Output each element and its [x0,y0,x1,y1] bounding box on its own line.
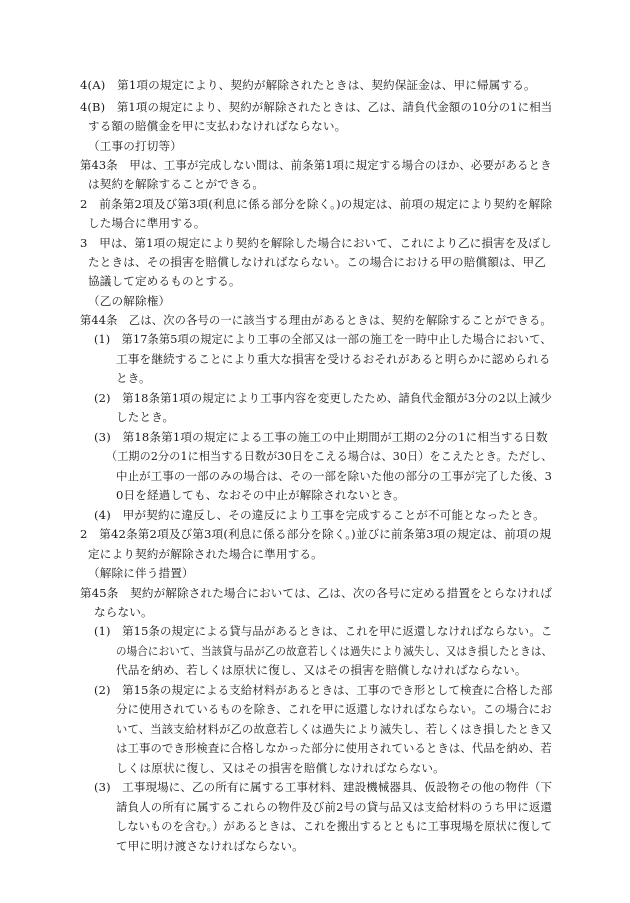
text-line: は契約を解除することができる。 [88,177,265,191]
text-line: 4(B) 第1項の規定により、契約が解除されたときは、乙は、請負代金額の10分の1に相当 [80,100,553,114]
text-line: とき。 [116,371,151,385]
text-line: (3) 工事現場に、乙の所有に属する工事材料、建設機械器具、仮設物その他の物件（下 [94,780,553,794]
text-line: 第43条 甲は、工事が完成しない間は、前条第1項に規定する場合のほか、必要があるとき [80,158,552,172]
text-line: 分に使用されているものを除き、これを甲に返還しなければならない。この場合にお [116,702,552,716]
text-line: した場合に準用する。 [88,216,206,230]
text-line: 請負人の所有に属するこれらの物件及び前2号の貸与品又は支給材料のうち甲に返還 [116,800,553,814]
text-line: は工事のでき形検査に合格しなかった部分に使用されているときは、代品を納め、若 [116,741,552,755]
text-line: (2) 第15条の規定による支給材料があるときは、工事のでき形として検査に合格した部 [94,683,553,697]
text-line: (1) 第15条の規定による貸与品があるときは、これを甲に返還しなければならない。こ [94,624,553,638]
text-line: 第44条 乙は、次の各号の一に該当する理由があるときは、契約を解除することができる。 [80,313,552,327]
text-line: 0日を経過しても、なおその中止が解除されないとき。 [116,488,405,502]
text-line: 中止が工事の一部のみの場合は、その一部を除いた他の部分の工事が完了した後、3 [116,469,553,483]
text-line: 代品を納め、若しくは原状に復し、又はその損害を賠償しなければならない。 [116,663,527,677]
text-line: 3 甲は、第1項の規定により契約を解除した場合において、これにより乙に損害を及ぼし [80,236,552,250]
text-line: しないものを含む。）があるときは、これを搬出するとともに工事現場を原状に復して [116,819,553,833]
text-line: いて、当該支給材料が乙の故意若しくは過失により滅失し、若しくはき損したとき又 [116,722,553,736]
text-line: （解除に伴う措置） [88,566,194,580]
text-line: しくは原状に復し、又はその損害を賠償しなければならない。 [116,761,445,775]
text-line: たときは、その損害を賠償しなければならない。この場合における甲の賠償額は、甲乙 [88,255,547,269]
text-line: 4(A) 第1項の規定により、契約が解除されたときは、契約保証金は、甲に帰属する。 [80,78,536,92]
text-line: て甲に明け渡さなければならない。 [116,839,304,853]
text-line: （乙の解除権） [88,294,171,308]
text-line: (3) 第18条第1項の規定による工事の施工の中止期間が工期の2分の1に相当する日数 [94,430,548,444]
text-line: (2) 第18条第1項の規定により工事内容を変更したため、請負代金額が3分の2以上減少 [94,391,553,405]
text-line: （工事の打切等） [88,139,182,153]
text-line: (4) 甲が契約に違反し、その違反により工事を完成することが不可能となったとき。 [94,508,545,522]
text-line: する額の賠償金を甲に支払わなければならない。 [88,119,347,133]
text-line: (1) 第17条第5項の規定により工事の全部又は一部の施工を一時中止した場合において、 [94,332,552,346]
text-line: の場合において、当該貸与品が乙の故意若しくは過失により滅失し、又はき損したときは、 [116,644,553,658]
text-line: 2 前条第2項及び第3項(利息に係る部分を除く。)の規定は、前項の規定により契約を解除 [80,197,553,211]
text-line: 2 第42条第2項及び第3項(利息に係る部分を除く。)並びに前条第3項の規定は、前項の規 [80,527,552,541]
text-line: 定により契約が解除された場合に準用する。 [88,547,323,561]
text-line: したとき。 [116,410,175,424]
text-line: 協議して定めるものとする。 [88,274,241,288]
text-line: 第45条 契約が解除された場合においては、乙は、次の各号に定める措置をとらなければ [80,586,553,600]
text-line: ならない。 [94,605,153,619]
text-line: （工期の2分の1に相当する日数が30日をこえる場合は、30日）をこえたとき。ただし、 [106,449,553,463]
text-line: 工事を継続することにより重大な損害を受けるおそれがあると明らかに認められる [116,352,551,366]
